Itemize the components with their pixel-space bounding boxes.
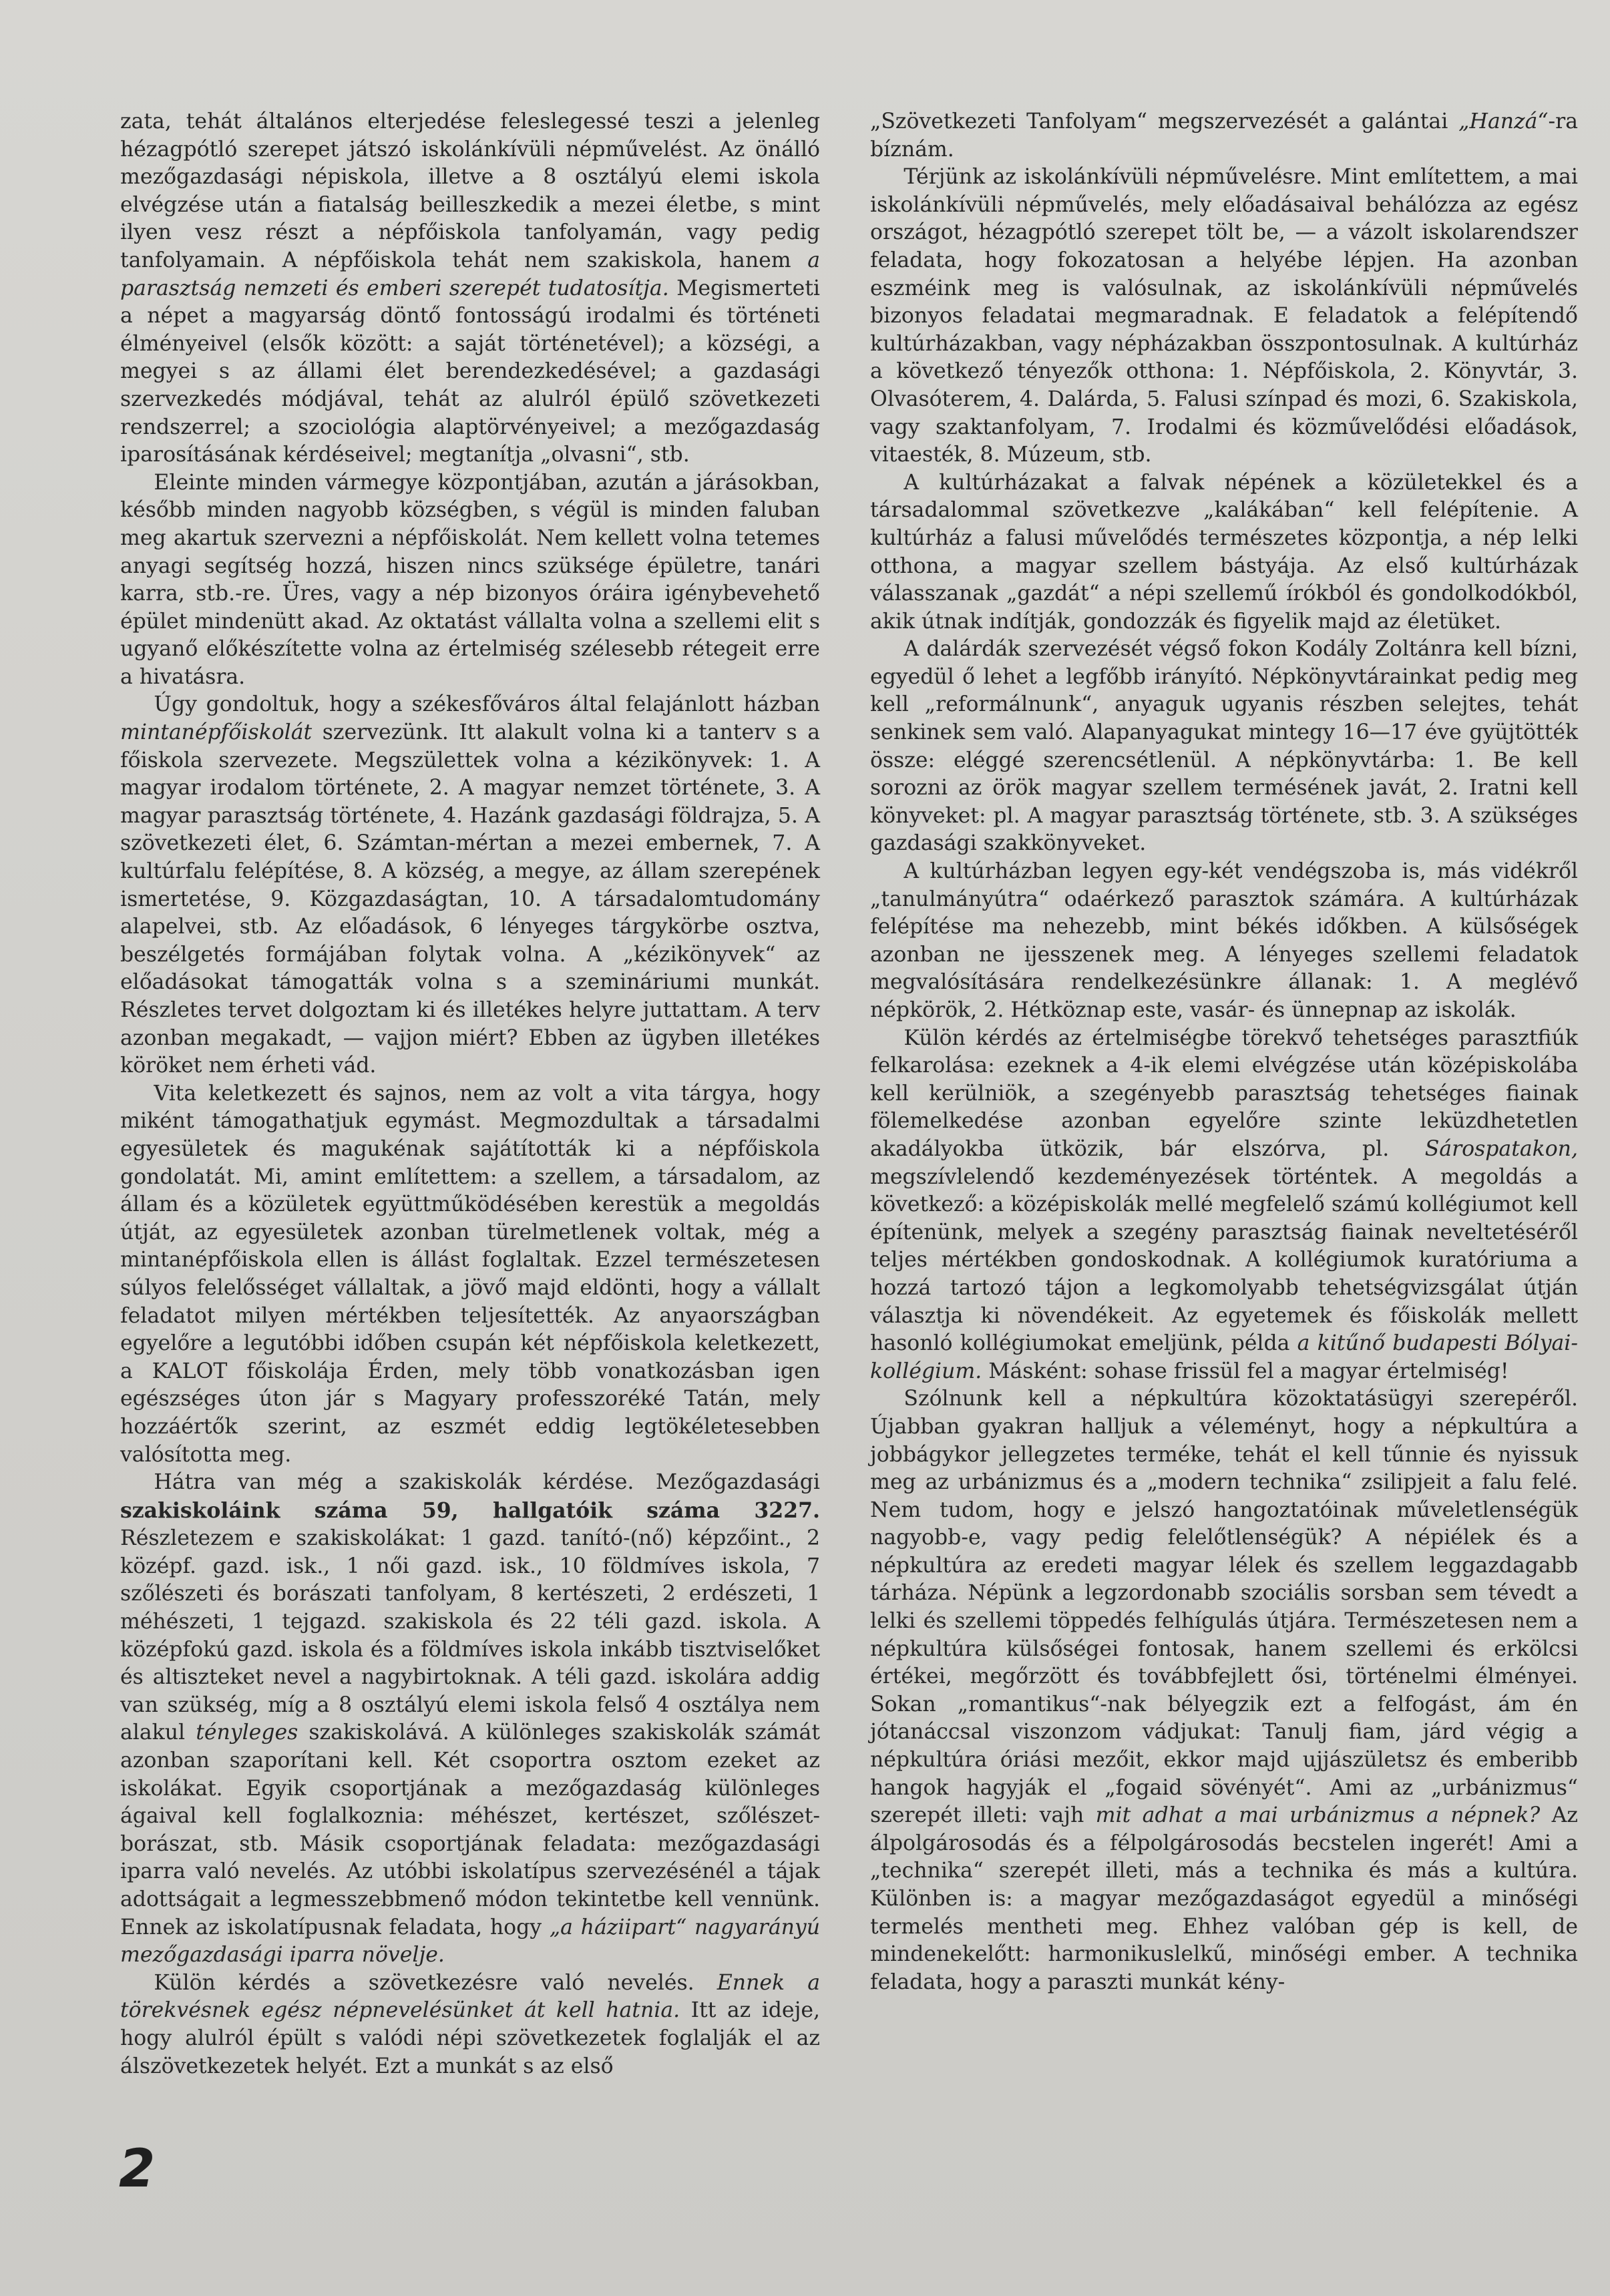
text-run: A dalárdák szervezését végső fokon Kodály Zoltánra kell bízni, egyedül ő lehet a legfőbb irányító. Népkönyvtárainkat pedig meg kell „reformálnunk“, anyaguk ugyanis részben selejtes, tehát senkinek sem való. Alapanyagukat mintegy 16—17 éve gyüjtötték össze: eléggé szerencsétlenül. A népkönyvtárba: 1. Be kell sorozni az örök magyar szellem termésének javát, 2. Iratni kell könyveket: pl. A magyar parasztság története, stb. 3. A szükséges gazdasági szakkönyveket. [870,637,1578,856]
paragraph [870,858,1578,1025]
paragraph [120,1080,820,1469]
italic-text: mit adhat a mai urbánizmus a népnek? [1095,1803,1541,1828]
paragraph [120,469,820,692]
text-run: A kultúrházban legyen egy-két vendégszoba is, más vidékről „tanulmányútra“ odaérkező parasztok számára. A kultúrházak felépítése ma nehezebb, mint békés időkben. A külsőségek azonban ne ijesszenek meg. A lényeges szellemi feladatok megvalósítására rendelkezésünkre állanak: 1. A meglévő népkörök, 2. Hétköznap este, vasár- és ünnepnap az iskolák. [870,859,1578,1022]
text-run: Külön kérdés az értelmiségbe törekvő tehetséges parasztfiúk felkarolása: ezeknek a 4-ik elemi elvégzése után középiskolába kell kerülniök, a szegényebb parasztság tehetséges fiainak fölemelkedése azonban egyelőre szinte leküzdhetetlen akadályokba ütközik, bár elszórva, pl. [870,1025,1578,1161]
text-run: A kultúrházakat a falvak népének a közületekkel és a társadalommal szövetkezve „kalákában“ kell felépítenie. A kultúrház a falusi művelődés természetes központja, a nép lelki otthona, a magyar szellem bástyája. Az első kultúrházak válasszanak „gazdát“ a népi szellemű írókból és gondolkodókból, akik útnak indítják, gondozzák és figyelik majd az életüket. [870,470,1578,634]
italic-text: Ennek a törekvésnek egész népnevelésünket át kell hatnia. [120,1970,821,2023]
paragraph [120,1469,820,1970]
paragraph [870,636,1578,858]
paragraph [870,1025,1578,1386]
text-run: megszívlelendő kezdeményezések történtek. A megoldás a következő: a középiskolák mellé megfelelő számú kollégiumot kell építenünk, melyek a szegény parasztság fiainak neveltetéséről teljes mértékben gondoskodnak. A kollégiumok kuratóriuma a hozzá tartozó tájon a legkomolyabb tehetségvizsgálat útján választja ki növendékeit. Az egyetemek és főiskolák mellett hasonló kollégiumokat emeljünk, példa [870,1164,1578,1356]
italic-text: tényleges [196,1720,298,1745]
text-run: Itt az ideje, hogy alulról épült s valódi népi szövetkezetek foglalják el az álszövetkezetek helyét. Ezt a munkát s az első [120,1998,820,2078]
text-run: -ra bíznám. [870,109,1578,162]
paragraph [120,691,820,1080]
italic-text: a kitűnő budapesti Bólyai-kollégium. [870,1331,1578,1383]
text-run: zata, tehát általános elterjedése feleslegessé teszi a jelenleg hézagpótló szerepet játszó iskolánkívüli népművelést. Az önálló mezőgazdasági népiskola, illetve a 8 osztályú elemi iskola elvégzése után a fiatalság beilleszkedik a mezei életbe, s mint ilyen vesz részt a népfőiskola tanfolyamán, vagy pedig tanfolyamain. A népfőiskola tehát nem szakiskola, hanem [120,109,820,272]
italic-text: „Hanzá“ [1458,109,1549,134]
italic-text: a parasztság nemzeti és emberi szerepét tudatosítja. [120,248,820,300]
right-column [870,108,1578,1996]
paragraph [120,108,820,469]
text-run: szakiskolává. A különleges szakiskolák számát azonban szaporítani kell. Két csoportra osztom ezeket az iskolákat. Egyik csoportjának a mezőgazdaság különleges ágaival kell foglalkoznia: méhészet, kertészet, szőlészet-borászat, stb. Másik csoportjának feladata: mezőgazdasági iparra való nevelés. Az utóbbi iskolatípus szervezésénél a tájak adottságait a legmesszebbmenő módon tekintetbe kell vennünk. Ennek az iskolatípusnak feladata, hogy [120,1720,820,1939]
text-run: Térjünk az iskolánkívüli népművelésre. Mint említettem, a mai iskolánkívüli népművelés, mely előadásaival behálózza az egész országot, hézagpótló szerepet tölt be, — a vázolt iskolarendszer feladata, hogy fokozatosan a helyébe lépjen. Ha azonban eszméink meg is valósulnak, az iskolánkívüli népművelés bizonyos feladatai megmaradnak. E feladatok a felépítendő kultúrházakban, vagy népházakban összpontosulnak. A kultúrház a következő tényezők otthona: 1. Népfőiskola, 2. Könyvtár, 3. Olvasóterem, 4. Dalárda, 5. Falusi színpad és mozi, 6. Szakiskola, vagy szaktanfolyam, 7. Irodalmi és közművelődési előadások, vitaesték, 8. Múzeum, stb. [870,165,1578,467]
text-run: Külön kérdés a szövetkezésre való nevelés. [154,1970,717,1995]
text-run: Szólnunk kell a népkultúra közoktatásügyi szerepéről. Újabban gyakran halljuk a véleményt, hogy a népkultúra a jobbágykor jellegzetes terméke, tehát el kell tűnnie és nyissuk meg az urbánizmus és a „modern technika“ zsilipjeit a falu felé. Nem tudom, hogy e jelszó hangoztatóinak műveletlenségük nagyobb-e, vagy pedig felelőtlenségük? A népiélek és a népkultúra az eredeti magyar lélek és szellem leggazdagabb tárháza. Népünk a legzordonabb szociális sorsban sem tévedt a lelki és szellemi töppedés felhígulás útjára. Természetesen nem a népkultúra külsőségei fontosak, hanem szellemi és erkölcsi értékei, megőrzött és továbbfejlett ősi, történelmi élményei. Sokan „romantikus“-nak bélyegzik ezt a felfogást, ám én jótanáccsal viszonzom vádjukat: Tanulj fiam, járd végig a népkultúra óriási mezőit, ekkor majd ujjászületsz és emberibb hangok hagyják el „fogaid sövényét“. Ami az „urbánizmus“ szerepét illeti: vajh [870,1387,1578,1828]
text-run: Megismerteti a népet a magyarság döntő fontosságú irodalmi és történeti élményeivel (elsők között: a saját történetével); a községi, a megyei s az állami élet berendezkedésével; a gazdasági szervezkedés módjával, tehát az alulról épülő szövetkezeti rendszerrel; a szociológia alaptörvényeivel; a mezőgazdaság iparosításának kérdéseivel; megtanítja „olvasni“, stb. [120,276,820,467]
paragraph [870,108,1578,164]
paragraph [870,469,1578,636]
text-run: Úgy gondoltuk, hogy a székesfőváros által felajánlott házban [154,692,820,717]
text-run: Részletezem e szakiskolákat: 1 gazd. tanító-(nő) képzőint., 2 középf. gazd. isk., 1 női gazd. isk., 10 földmíves iskola, 7 szőlészeti és borászati tanfolyam, 8 kertészeti, 2 erdészeti, 1 méhészeti, 1 tejgazd. szakiskola és 22 téli gazd. iskola. A középfokú gazd. iskola és a földmíves iskola inkább tisztviselőket és altiszteket nevel a nagybirtoknak. A téli gazd. iskolára addig van szükség, míg a 8 osztályú elemi iskola felső 4 osztálya nem alakul [120,1526,820,1745]
italic-text: „a háziipart“ nagyarányú mezőgazdasági iparra növelje. [120,1915,821,1968]
italic-text: Sárospatakon, [1424,1136,1578,1161]
italic-text: mintanépfőiskolát [120,720,313,745]
left-column [120,108,820,2080]
text-run: szervezünk. Itt alakult volna ki a tanterv s a főiskola szervezete. Megszülettek volna a kézikönyvek: 1. A magyar irodalom története, 2. A magyar nemzet története, 3. A magyar parasztság története, 4. Hazánk gazdasági földrajza, 5. A szövetkezeti élet, 6. Számtan-mértan a mezei embernek, 7. A kultúrfalu felépítése, 8. A község, a megye, az állam szerepének ismertetése, 9. Közgazdaságtan, 10. A társadalomtudomány alapelvei, stb. Az előadások, 6 lényeges tárgykörbe osztva, beszélgetés formájában folytak volna. A „kézikönyvek“ az előadásokat támogatták volna s a szemináriumi munkát. Részletes tervet dolgoztam ki és illetékes helyre juttattam. A terv azonban megakadt, — vajjon miért? Ebben az ügyben illetékes köröket nem érheti vád. [120,720,820,1078]
paragraph [870,164,1578,469]
paragraph [870,1385,1578,1996]
text-run: Az álpolgárosodás és a félpolgárosodás becstelen ingerét! Ami a „technika“ szerepét illeti, más a technika és más a kultúra. Különben is: a magyar mezőgazdaságot egyedül a minőségi termelés mentheti meg. Ehhez valóban gép is kell, de mindenekelőtt: harmonikuslelkű, minőségi ember. A technika feladata, hogy a paraszti munkát kény- [870,1803,1579,1994]
text-run: Vita keletkezett és sajnos, nem az volt a vita tárgya, hogy miként támogathatjuk egymást. Megmozdultak a társadalmi egyesületek és magukénak sajátították ki a népfőiskola gondolatát. Mi, amint említettem: a szellem, a társadalom, az állam és a közületek együttműködésében kerestük a megoldás útját, az egyesületek azonban türelmetlenek voltak, még a mintanépfőiskola ellen is állást foglaltak. Ezzel természetesen súlyos felelősséget vállaltak, a jövő majd eldönti, hogy a vállalt feladatot milyen mértékben teljesítették. Az anyaországban egyelőre a legutóbbi időben csupán két népfőiskola keletkezett, a KALOT főiskolája Érden, mely több vonatkozásban igen egészséges úton jár s Magyary professzoréké Tatán, mely hozzáértők szerint, az eszmét eddig legtökéletesebben valósította meg. [120,1081,820,1467]
text-run: Másként: sohase frissül fel a magyar értelmiség! [982,1359,1509,1383]
text-run: „Szövetkezeti Tanfolyam“ megszervezését a galántai [870,109,1459,134]
text-run: Eleinte minden vármegye központjában, azután a járásokban, később minden nagyobb községben, s végül is minden faluban meg akartuk szervezni a népfőiskolát. Nem kellett volna tetemes anyagi segítség hozzá, hiszen nincs szüksége épületre, tanári karra, stb.-re. Üres, vagy a nép bizonyos óráira igénybevehető épület mindenütt akad. Az oktatást vállalta volna a szellemi elit s ugyanő előkészítette volna az értelmiség szélesebb rétegeit erre a hivatásra. [120,470,820,689]
page-number: 2 [119,2139,156,2199]
paragraph [120,1970,820,2080]
text-run: Hátra van még a szakiskolák kérdése. Mezőgazdasági [154,1470,820,1495]
bold-text: szakiskoláink száma 59, hallgatóik száma 3227. [120,1498,820,1523]
